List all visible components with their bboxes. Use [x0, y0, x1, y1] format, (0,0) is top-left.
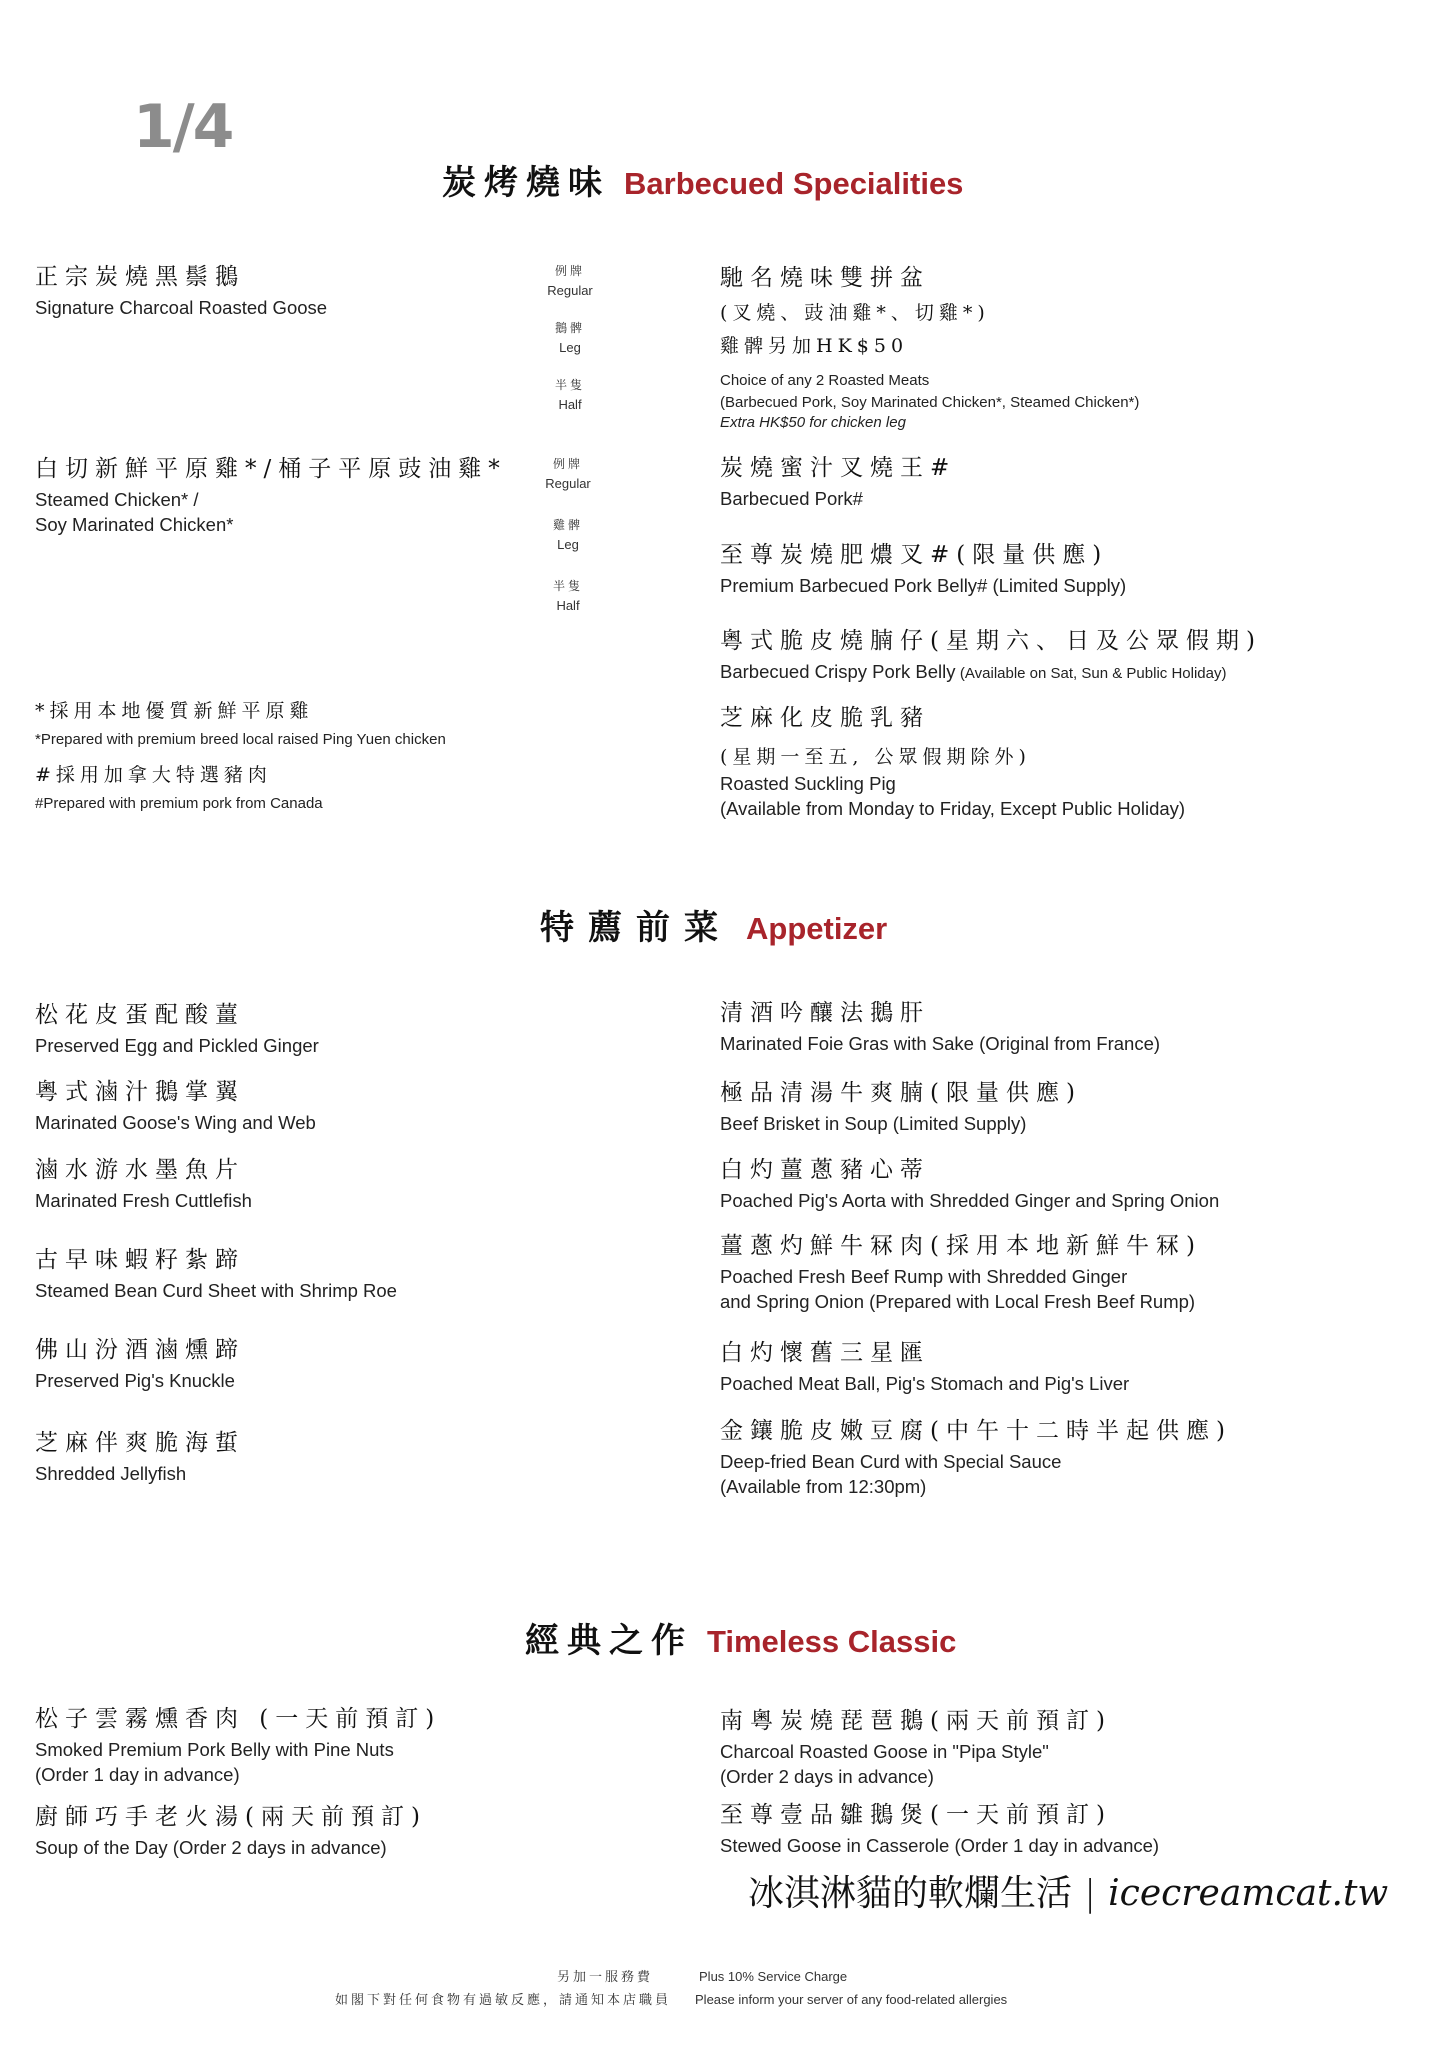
- footer-allergy-notice: [335, 1989, 1007, 2008]
- menu-item: [720, 536, 1126, 597]
- item-name-zh: 粵式滷汁鵝掌翼: [35, 1079, 245, 1105]
- size-option: [528, 455, 608, 512]
- menu-item: [720, 449, 956, 510]
- menu-item: [720, 622, 1262, 683]
- size-zh: 例牌: [552, 457, 583, 471]
- item-order-note: (Order 2 days in advance): [720, 1766, 934, 1787]
- menu-item: [720, 1334, 1129, 1395]
- watermark-separator: |: [1084, 1873, 1097, 1914]
- section-heading-bbq: [442, 155, 963, 204]
- item-availability: (Available on Sat, Sun & Public Holiday): [959, 665, 1227, 682]
- allergy-notice-en: Please inform your server of any food-related allergies: [695, 1992, 1008, 2007]
- size-en: Regular: [545, 476, 591, 491]
- size-option: [530, 376, 610, 433]
- menu-item: [35, 1331, 245, 1392]
- size-en: Regular: [547, 283, 593, 298]
- size-zh: 半隻: [554, 378, 585, 392]
- menu-item: [720, 1412, 1232, 1498]
- menu-item: [720, 259, 1139, 431]
- item-name-en: Preserved Egg and Pickled Ginger: [35, 1035, 319, 1056]
- size-options-goose: [530, 262, 610, 433]
- footer-service-charge: [557, 1966, 847, 1985]
- item-name-en: Steamed Bean Curd Sheet with Shrimp Roe: [35, 1280, 397, 1301]
- watermark-site: icecreamcat.tw: [1108, 1873, 1389, 1914]
- item-name-en: Poached Pig's Aorta with Shredded Ginger and Spring Onion: [720, 1190, 1220, 1211]
- allergy-notice-zh: 如閣下對任何食物有過敏反應，請通知本店職員: [335, 1993, 672, 2008]
- item-name-en: Deep-fried Bean Curd with Special Sauce: [720, 1451, 1062, 1472]
- item-name-en: Shredded Jellyfish: [35, 1463, 187, 1484]
- menu-item: [720, 1702, 1112, 1788]
- item-name-zh: 正宗炭燒黑鬃鵝: [35, 264, 245, 290]
- item-name-zh: 芝麻化皮脆乳豬: [720, 705, 930, 731]
- size-en: Leg: [559, 340, 581, 355]
- item-surcharge-en: Extra HK$50 for chicken leg: [720, 414, 906, 431]
- menu-item: [720, 1074, 1082, 1135]
- item-name-en: Beef Brisket in Soup (Limited Supply): [720, 1113, 1027, 1134]
- item-name-en: Roasted Suckling Pig: [720, 773, 896, 794]
- item-name-zh: 松花皮蛋配酸薑: [35, 1002, 245, 1028]
- menu-item: [720, 699, 1185, 820]
- item-name-zh: 佛山汾酒滷燻蹄: [35, 1337, 245, 1363]
- size-option: [528, 516, 608, 573]
- item-name-en: Charcoal Roasted Goose in "Pipa Style": [720, 1741, 1049, 1762]
- item-name-zh: 極品清湯牛爽腩(限量供應): [720, 1080, 1082, 1106]
- page-indicator: 1/4: [133, 92, 233, 162]
- size-en: Leg: [557, 537, 579, 552]
- item-name-zh: 芝麻伴爽脆海蜇: [35, 1430, 245, 1456]
- menu-item: [720, 1796, 1159, 1857]
- item-name-zh: 白灼薑蔥豬心蒂: [720, 1157, 930, 1183]
- menu-item: [35, 258, 327, 319]
- item-name-zh: 滷水游水墨魚片: [35, 1157, 245, 1183]
- item-name-zh-line2: (叉燒、豉油雞*、切雞*): [720, 302, 990, 324]
- heading-zh: 炭烤燒味: [442, 163, 610, 203]
- item-name-en: Steamed Chicken* /: [35, 489, 199, 510]
- item-name-en: Stewed Goose in Casserole (Order 1 day in advance): [720, 1835, 1160, 1856]
- footnote-en: #Prepared with premium pork from Canada: [35, 795, 323, 812]
- item-name-zh: 炭燒蜜汁叉燒王#: [720, 455, 957, 481]
- item-name-zh: 古早味蝦籽紮蹄: [35, 1247, 245, 1273]
- item-name-zh: 南粵炭燒琵琶鵝(兩天前預訂): [720, 1708, 1112, 1734]
- item-surcharge-zh: 雞髀另加HK$50: [720, 335, 909, 357]
- watermark: [748, 1865, 1388, 1916]
- item-name-zh: 松子雲霧燻香肉 (一天前預訂): [35, 1706, 442, 1732]
- watermark-zh: 冰淇淋貓的軟爛生活: [748, 1873, 1073, 1914]
- item-name-en: Soup of the Day (Order 2 days in advance): [35, 1837, 387, 1858]
- footnotes: [35, 696, 446, 812]
- menu-item: [35, 1700, 441, 1786]
- item-name-en: Smoked Premium Pork Belly with Pine Nuts: [35, 1739, 394, 1760]
- item-name-en-row: [720, 661, 1262, 683]
- item-availability-en: (Available from 12:30pm): [720, 1476, 927, 1497]
- item-name-zh: 白切新鮮平原雞*/桶子平原豉油雞*: [35, 456, 507, 482]
- menu-item: [35, 1798, 427, 1859]
- item-name-en: Marinated Foie Gras with Sake (Original from France): [720, 1033, 1161, 1054]
- item-name-en: Barbecued Crispy Pork Belly: [720, 661, 956, 682]
- footnote-en: *Prepared with premium breed local raised Ping Yuen chicken: [35, 731, 446, 748]
- heading-en: Timeless Classic: [707, 1624, 957, 1659]
- heading-zh: 經典之作: [525, 1621, 693, 1661]
- footnote-zh: #採用加拿大特選豬肉: [35, 764, 272, 786]
- item-availability-en: (Available from Monday to Friday, Except Public Holiday): [720, 798, 1186, 819]
- item-name-en: Poached Fresh Beef Rump with Shredded Ginger: [720, 1266, 1128, 1287]
- item-name-en: Premium Barbecued Pork Belly# (Limited Supply): [720, 575, 1127, 596]
- item-name-zh: 至尊炭燒肥燶叉#(限量供應): [720, 542, 1109, 568]
- size-option: [530, 262, 610, 319]
- item-name-en: Marinated Fresh Cuttlefish: [35, 1190, 252, 1211]
- menu-item: [35, 1424, 245, 1485]
- menu-item: [35, 996, 319, 1057]
- item-name-en: Barbecued Pork#: [720, 488, 863, 509]
- item-name-zh: 清酒吟釀法鵝肝: [720, 1000, 930, 1026]
- item-name-en: Preserved Pig's Knuckle: [35, 1370, 235, 1391]
- menu-item: [35, 1241, 397, 1302]
- heading-en: Appetizer: [746, 911, 888, 946]
- menu-item: [720, 994, 1160, 1055]
- size-options-chicken: [528, 455, 608, 634]
- size-option: [528, 577, 608, 634]
- service-charge-en: Plus 10% Service Charge: [699, 1969, 848, 1984]
- menu-item: [35, 1151, 252, 1212]
- heading-en: Barbecued Specialities: [624, 166, 964, 201]
- size-en: Half: [556, 598, 580, 613]
- size-option: [530, 319, 610, 376]
- size-zh: 例牌: [554, 264, 585, 278]
- item-name-en-line2: and Spring Onion (Prepared with Local Fresh Beef Rump): [720, 1291, 1196, 1312]
- item-name-zh: 白灼懷舊三星匯: [720, 1340, 930, 1366]
- menu-item: [35, 1073, 316, 1134]
- item-name-en: Poached Meat Ball, Pig's Stomach and Pig's Liver: [720, 1373, 1130, 1394]
- section-heading-classic: [525, 1613, 956, 1662]
- item-name-zh: 粵式脆皮燒腩仔(星期六、日及公眾假期): [720, 628, 1262, 654]
- size-zh: 鵝髀: [554, 321, 585, 335]
- item-name-zh: 馳名燒味雙拼盆: [720, 265, 930, 291]
- heading-zh: 特薦前菜: [540, 908, 732, 948]
- size-zh: 半隻: [552, 579, 583, 593]
- service-charge-zh: 另加一服務費: [557, 1970, 654, 1985]
- item-name-zh: 廚師巧手老火湯(兩天前預訂): [35, 1804, 427, 1830]
- item-name-en: Choice of any 2 Roasted Meats: [720, 372, 930, 389]
- menu-item: [720, 1151, 1219, 1212]
- item-availability-zh: (星期一至五, 公眾假期除外): [720, 746, 1031, 768]
- section-heading-appetizer: [540, 900, 887, 949]
- item-name-zh: 金鑲脆皮嫩豆腐(中午十二時半起供應): [720, 1418, 1232, 1444]
- item-name-zh: 薑蔥灼鮮牛冧肉(採用本地新鮮牛冧): [720, 1233, 1202, 1259]
- item-name-en: Signature Charcoal Roasted Goose: [35, 297, 328, 318]
- item-desc-en: (Barbecued Pork, Soy Marinated Chicken*, Steamed Chicken*): [720, 394, 1140, 411]
- menu-item: [35, 450, 507, 536]
- item-name-en-line2: Soy Marinated Chicken*: [35, 514, 234, 535]
- item-name-en: Marinated Goose's Wing and Web: [35, 1112, 316, 1133]
- size-zh: 雞髀: [552, 518, 583, 532]
- size-en: Half: [558, 397, 582, 412]
- menu-item: [720, 1227, 1202, 1313]
- footnote-zh: *採用本地優質新鮮平原雞: [35, 700, 314, 722]
- item-order-note: (Order 1 day in advance): [35, 1764, 240, 1785]
- item-name-zh: 至尊壹品雛鵝煲(一天前預訂): [720, 1802, 1112, 1828]
